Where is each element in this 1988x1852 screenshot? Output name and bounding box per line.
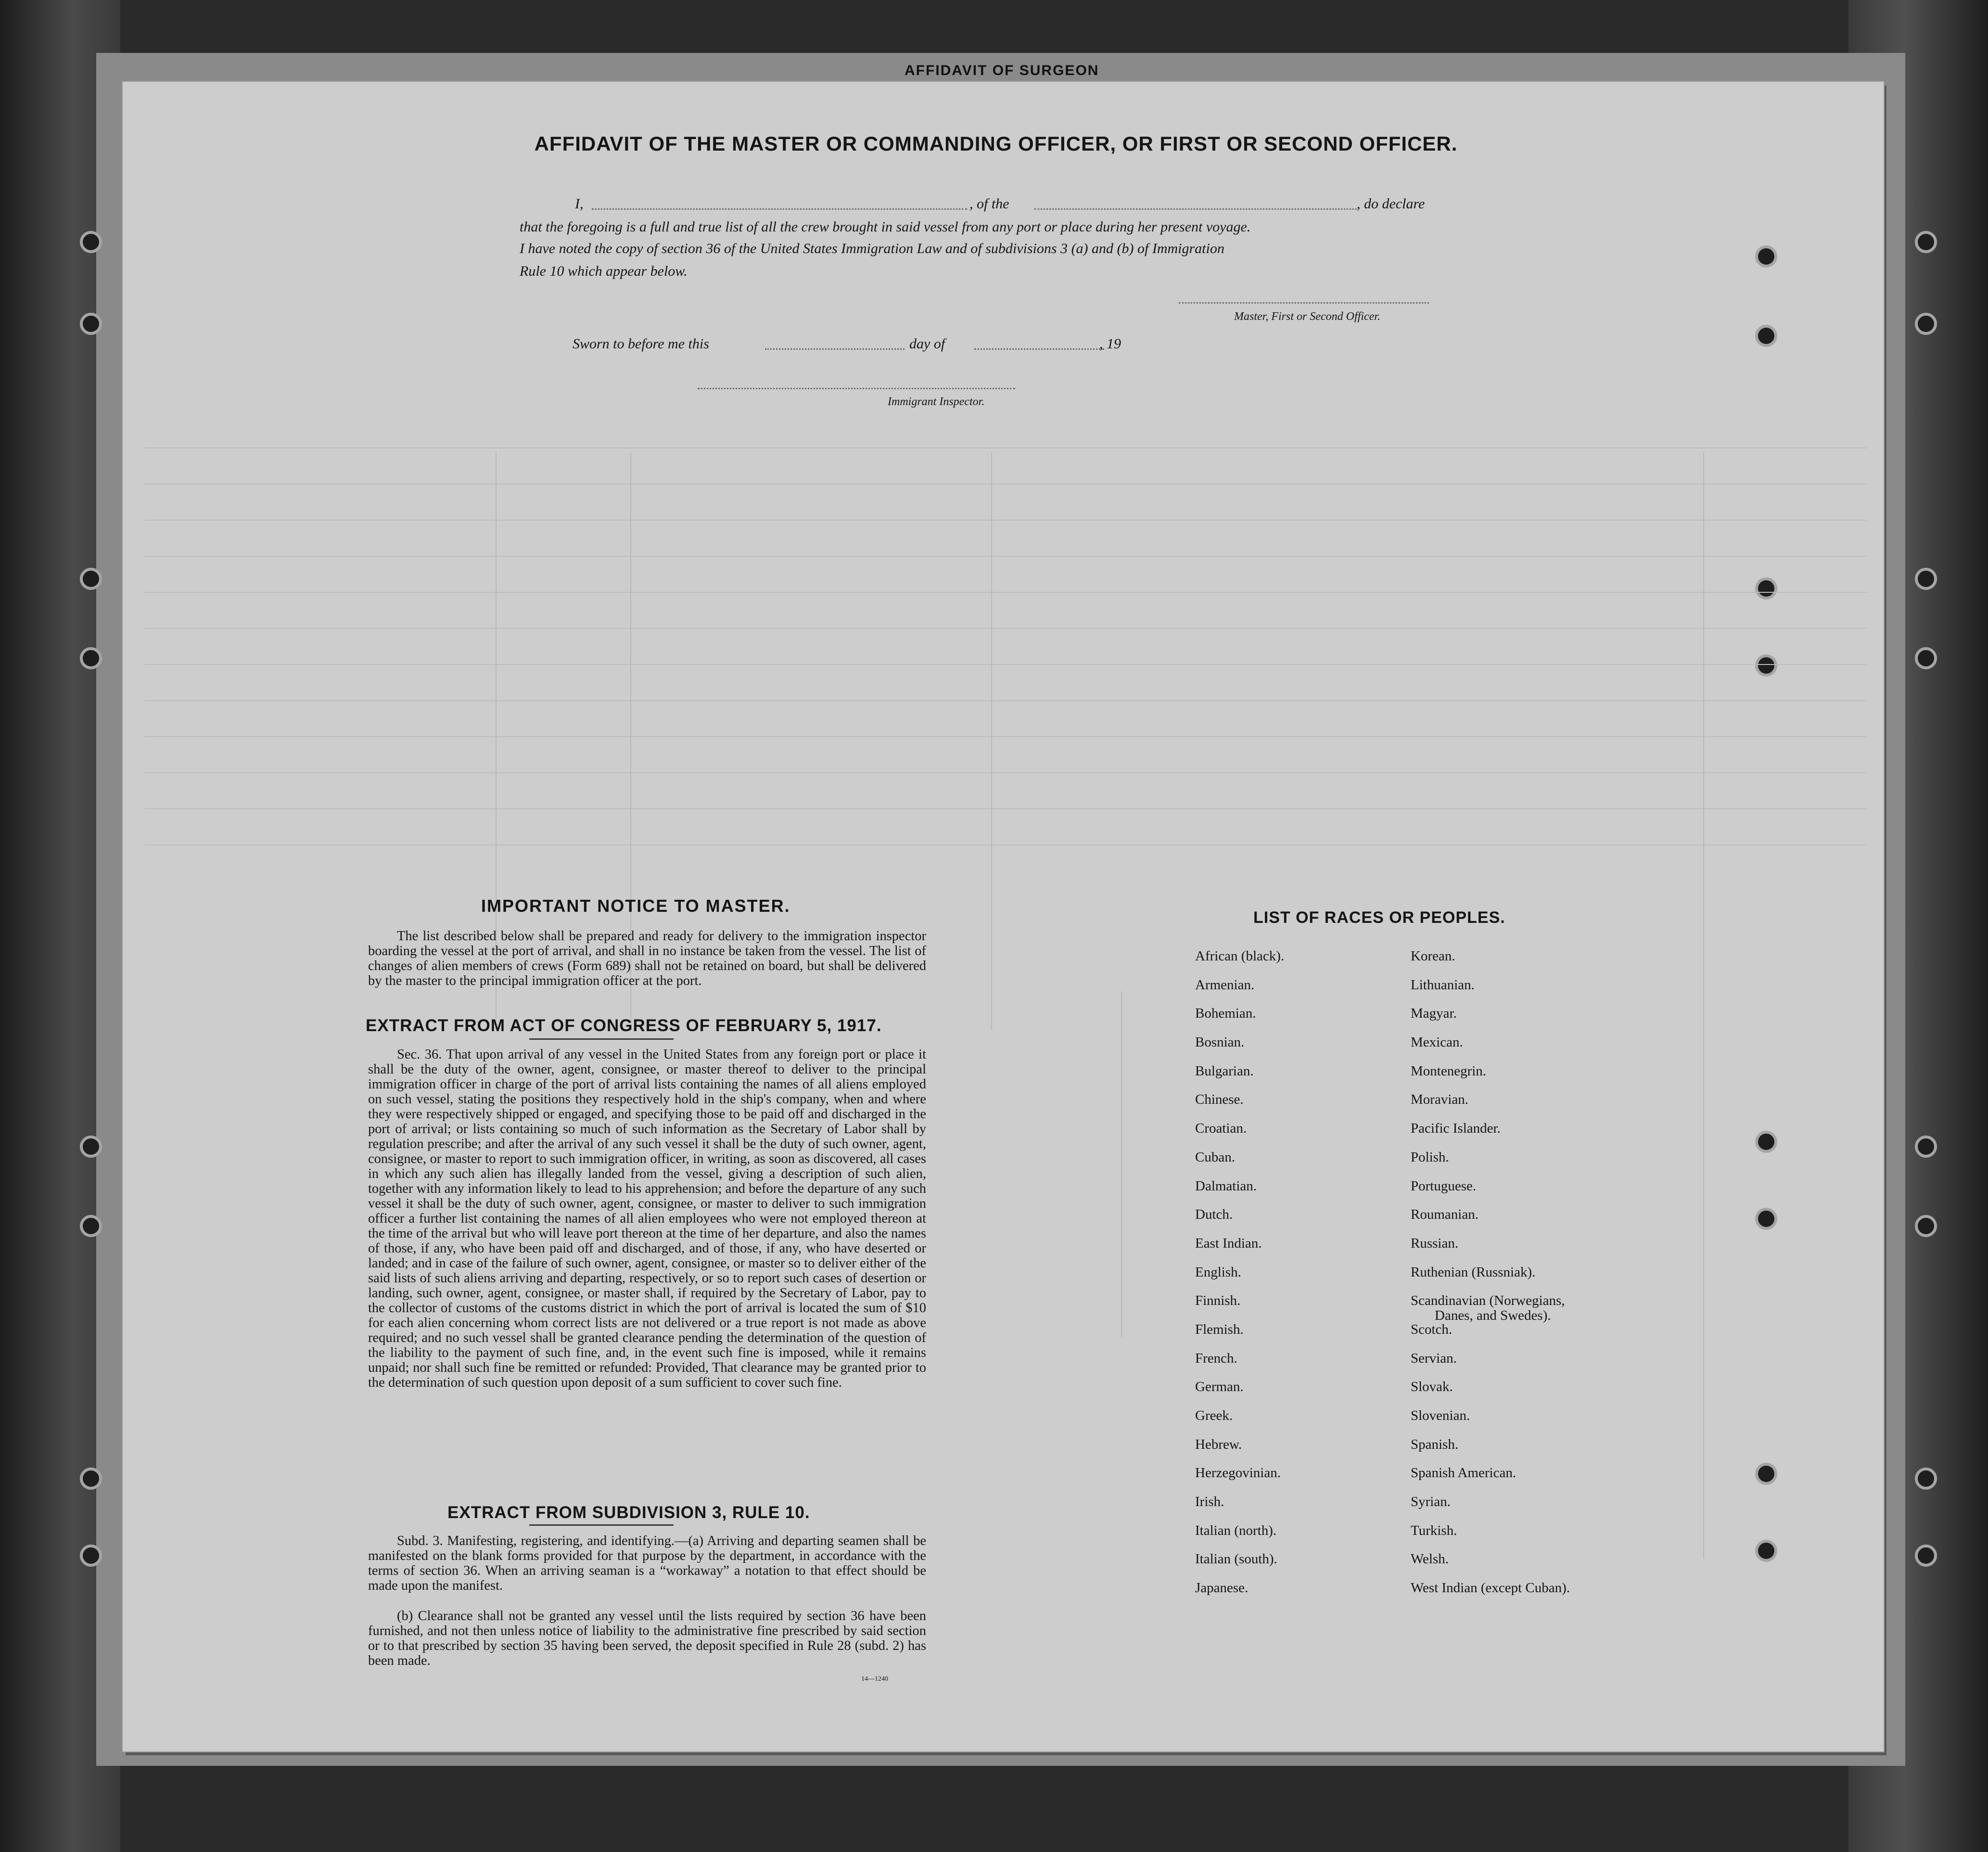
punch-hole-icon xyxy=(80,568,102,590)
race-item: Dutch. xyxy=(1195,1207,1233,1223)
punch-hole-icon xyxy=(1755,325,1777,347)
race-item: Flemish. xyxy=(1195,1321,1244,1337)
bleed-through-rule xyxy=(144,628,1867,629)
bleed-through-rule xyxy=(144,700,1867,701)
extract-rule-title: EXTRACT FROM SUBDIVISION 3, RULE 10. xyxy=(447,1503,810,1522)
punch-hole-icon xyxy=(80,1468,102,1490)
race-item: West Indian (except Cuban). xyxy=(1411,1580,1570,1596)
punch-hole-icon xyxy=(1915,568,1937,590)
bleed-through-rule xyxy=(144,484,1867,485)
race-item: Bosnian. xyxy=(1195,1035,1245,1050)
race-item: Scandinavian (Norwegians, Danes, and Swedes). xyxy=(1411,1293,1570,1322)
race-item: Italian (north). xyxy=(1195,1522,1277,1538)
extract-act-title: EXTRACT FROM ACT OF CONGRESS OF FEBRUARY 5, 1917. xyxy=(366,1016,882,1035)
affidavit-i: I, xyxy=(575,196,584,212)
race-item: Japanese. xyxy=(1195,1580,1249,1596)
race-item: Syrian. xyxy=(1411,1494,1451,1510)
race-item: Moravian. xyxy=(1411,1092,1468,1108)
race-item: Scotch. xyxy=(1411,1321,1453,1337)
inspector-label: Immigrant Inspector. xyxy=(888,396,985,408)
race-item: Bulgarian. xyxy=(1195,1063,1254,1079)
bleed-through-column xyxy=(991,452,992,1030)
race-item: Slovak. xyxy=(1411,1379,1453,1395)
race-item: Pacific Islander. xyxy=(1411,1121,1501,1137)
day-of-text: day of xyxy=(909,336,945,352)
races-right-column xyxy=(1411,949,1570,1609)
affidavit-declare: , do declare xyxy=(1357,196,1425,212)
race-item: English. xyxy=(1195,1264,1241,1280)
race-item-continuation: Danes, and Swedes). xyxy=(1435,1308,1551,1324)
races-left-column xyxy=(1195,949,1284,1609)
title-rule xyxy=(529,1038,674,1040)
vessel-blank xyxy=(1034,208,1357,210)
signature-blank xyxy=(1179,302,1429,304)
race-item: Cuban. xyxy=(1195,1149,1235,1165)
punch-hole-icon xyxy=(1915,647,1937,669)
race-item: Dalmatian. xyxy=(1195,1178,1257,1194)
punch-hole-icon xyxy=(80,1215,102,1237)
bleed-through-rule xyxy=(144,592,1867,593)
year-text: , 19 xyxy=(1099,336,1121,352)
subdivision-a-text: Subd. 3. Manifesting, registering, and identifying.—(a) Arriving and departing seamen shall be manifested on the blank forms provided for that purpose by the department, in accordance with the terms of section 36. When an arriving seaman is a “workaway” a notation to that effect should be made upon the manifest. xyxy=(368,1533,926,1593)
header-label: AFFIDAVIT OF SURGEON xyxy=(905,63,1099,78)
punch-hole-icon xyxy=(1755,654,1777,677)
race-item: Magyar. xyxy=(1411,1006,1457,1022)
race-item: Herzegovinian. xyxy=(1195,1465,1281,1481)
notice-text: The list described below shall be prepared and ready for delivery to the immigration inspector boarding the vessel at the port of arrival, and shall in no instance be taken from the vessel. The list of changes of alien members of crews (Form 689) shall not be retained on board, but shall be delivered by the master to the principal immigration officer at the port. xyxy=(368,929,926,988)
race-item: East Indian. xyxy=(1195,1235,1262,1251)
punch-hole-icon xyxy=(1755,1540,1777,1562)
bleed-through-rule xyxy=(144,520,1867,521)
race-item: Korean. xyxy=(1411,948,1455,964)
affidavit-line-2: that the foregoing is a full and true list of all the crew brought in said vessel from any port or place during her present voyage. xyxy=(520,219,1251,235)
signature-label: Master, First or Second Officer. xyxy=(1234,310,1380,323)
race-item: Slovenian. xyxy=(1411,1408,1470,1423)
bleed-through-rule xyxy=(144,736,1867,737)
race-item: Montenegrin. xyxy=(1411,1063,1487,1079)
races-title: LIST OF RACES OR PEOPLES. xyxy=(1253,908,1505,927)
punch-hole-icon xyxy=(80,1545,102,1567)
race-item: French. xyxy=(1195,1350,1237,1366)
punch-hole-icon xyxy=(80,313,102,335)
punch-hole-icon xyxy=(1915,1215,1937,1237)
punch-hole-icon xyxy=(1915,231,1937,253)
name-blank xyxy=(592,208,967,210)
race-item: Hebrew. xyxy=(1195,1436,1242,1452)
inspector-blank xyxy=(698,388,1015,389)
race-item: Welsh. xyxy=(1411,1551,1449,1567)
form-number: 14—1240 xyxy=(861,1675,888,1683)
affidavit-of-the: , of the xyxy=(969,196,1009,212)
race-item: Spanish American. xyxy=(1411,1465,1516,1481)
race-item: Polish. xyxy=(1411,1149,1449,1165)
bleed-through-rule xyxy=(144,664,1867,665)
punch-hole-icon xyxy=(1915,1545,1937,1567)
punch-hole-icon xyxy=(1755,577,1777,600)
month-blank xyxy=(974,348,1104,350)
bleed-through-column xyxy=(1121,991,1122,1338)
race-item: Italian (south). xyxy=(1195,1551,1277,1567)
race-item: Lithuanian. xyxy=(1411,977,1475,993)
punch-hole-icon xyxy=(1755,1131,1777,1153)
race-item: Bohemian. xyxy=(1195,1006,1256,1022)
punch-hole-icon xyxy=(1755,245,1777,268)
race-item: Roumanian. xyxy=(1411,1207,1478,1223)
section-36-text: Sec. 36. That upon arrival of any vessel in the United States from any foreign port or place it shall be the duty of the owner, agent, consignee, or master thereof to deliver to the principal immigration officer in charge of the port of arrival lists containing the names of all aliens employed on such vessel, stating the positions they respectively hold in the ship's company, when and where they were respectively shipped or engaged, and specifying those to be paid off and discharged in the port of arrival; or lists containing so much of such information as the Secretary of Labor shall by regulation prescribe; and after the arrival of any such vessel it shall be the duty of such owner, agent, consignee, or master to report to such immigration officer, in writing, as soon as discovered, all cases in which any such alien has illegally landed from the vessel, giving a description of such alien, together with any information likely to lead to his apprehension; and before the departure of any such vessel it shall be the duty of such owner, agent, consignee, or master to deliver to such immigration officer a further list containing the names of all alien employees who were not employed thereon at the time of the arrival but who will leave port thereon at the time of her departure, and also the names of those, if any, who have been paid off and discharged, and of those, if any, who have deserted or landed; and in case of the failure of such owner, agent, consignee, or master so to deliver either of the said lists of such aliens arriving and departing, respectively, or so to report such cases of desertion or landing, such owner, agent, consignee, or master shall, if required by the Secretary of Labor, pay to the collector of customs of the customs district in which the port of arrival is located the sum of $10 for each alien concerning whom correct lists are not delivered or a true report is not made as above required; and no such vessel shall be granted clearance pending the determination of the question of the liability to the payment of such fine, and, in the event such fine is imposed, while it remains unpaid; nor shall such fine be remitted or refunded: Provided, That clearance may be granted prior to the determination of such question upon deposit of a sum sufficient to cover such fine. xyxy=(368,1047,926,1390)
race-item: Portuguese. xyxy=(1411,1178,1477,1194)
bleed-through-rule xyxy=(144,556,1867,557)
subdivision-b-text: (b) Clearance shall not be granted any vessel until the lists required by section 36 have been furnished, and not then unless notice of liability to the administrative fine prescribed by said section or to that prescribed by section 35 having been served, the deposit specified in Rule 28 (subd. 2) has been made. xyxy=(368,1609,926,1668)
race-item: Croatian. xyxy=(1195,1121,1247,1137)
race-item: African (black). xyxy=(1195,948,1285,964)
title-rule xyxy=(529,1524,674,1526)
punch-hole-icon xyxy=(1755,1208,1777,1230)
bleed-through-rule xyxy=(144,808,1867,809)
punch-hole-icon xyxy=(1915,1136,1937,1158)
race-item: Spanish. xyxy=(1411,1436,1459,1452)
notice-title: IMPORTANT NOTICE TO MASTER. xyxy=(481,896,790,916)
affidavit-line-4: Rule 10 which appear below. xyxy=(520,263,688,279)
bleed-through-column xyxy=(1703,452,1704,1559)
punch-hole-icon xyxy=(1915,313,1937,335)
punch-hole-icon xyxy=(1915,1468,1937,1490)
race-item: Armenian. xyxy=(1195,977,1255,993)
race-item: Mexican. xyxy=(1411,1035,1463,1050)
bleed-through-rule xyxy=(144,772,1867,773)
day-blank xyxy=(765,348,905,350)
affidavit-title: AFFIDAVIT OF THE MASTER OR COMMANDING OFFICER, OR FIRST OR SECOND OFFICER. xyxy=(534,132,1458,155)
sworn-text: Sworn to before me this xyxy=(573,336,709,352)
race-item: Ruthenian (Russniak). xyxy=(1411,1264,1536,1280)
race-item: Greek. xyxy=(1195,1408,1233,1423)
race-item: German. xyxy=(1195,1379,1244,1395)
race-item: Irish. xyxy=(1195,1494,1224,1510)
race-item: Finnish. xyxy=(1195,1293,1241,1309)
document-page xyxy=(123,82,1884,1751)
bleed-through-rule xyxy=(144,447,1867,448)
punch-hole-icon xyxy=(1755,1463,1777,1485)
race-item: Chinese. xyxy=(1195,1092,1244,1108)
race-item: Servian. xyxy=(1411,1350,1457,1366)
punch-hole-icon xyxy=(80,1136,102,1158)
punch-hole-icon xyxy=(80,647,102,669)
race-item: Turkish. xyxy=(1411,1522,1457,1538)
punch-hole-icon xyxy=(80,231,102,253)
bleed-through-rule xyxy=(144,844,1867,845)
affidavit-line-3: I have noted the copy of section 36 of the United States Immigration Law and of subdivisions 3 (a) and (b) of Immigration xyxy=(520,241,1224,256)
race-item: Russian. xyxy=(1411,1235,1459,1251)
